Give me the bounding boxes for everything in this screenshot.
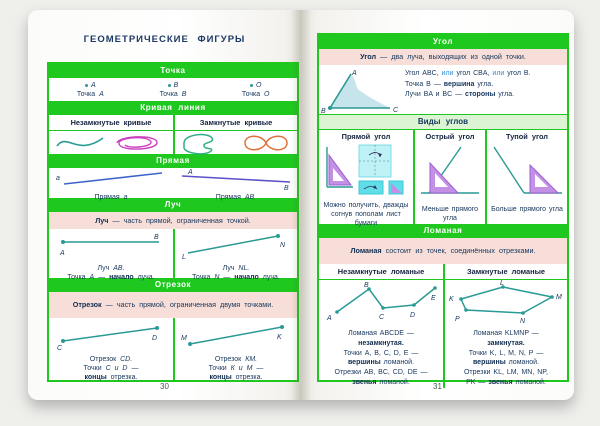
- point-b: B Точка B: [159, 82, 187, 98]
- section-banner-segment: Отрезок: [49, 278, 297, 292]
- point-dot: [168, 84, 171, 87]
- line-ab-figure: [176, 168, 294, 192]
- closed-curves-figure: [176, 131, 296, 153]
- segment-km-cell: M K Отрезок КМ. Точки К и М — концы отрезка.: [173, 318, 297, 380]
- section-banner-curve: Кривая линия: [49, 101, 297, 115]
- label-M: M: [556, 294, 562, 301]
- section-banner-polyline: Ломаная: [319, 224, 567, 238]
- section-banner-angle: Угол: [319, 35, 567, 49]
- label-L: L: [500, 280, 504, 287]
- obtuse-angle-text: Больше прямого угла: [491, 206, 563, 213]
- or-word: или: [492, 70, 505, 77]
- segments-row: [49, 318, 297, 380]
- label-A: A: [60, 250, 65, 257]
- closed-polyline-header: Замкнутые ломаные: [445, 264, 567, 280]
- label-B: B: [321, 108, 326, 115]
- line-ab-cell: A B Прямая AB: [173, 168, 297, 198]
- label-N: N: [520, 318, 526, 325]
- label-B: B: [284, 185, 289, 192]
- closed-curves-header: Замкнутые кривые: [175, 115, 297, 131]
- points-row: [49, 78, 297, 101]
- left-content-box: [47, 62, 299, 382]
- open-polyline-figure: [321, 280, 441, 324]
- label-K: K: [449, 296, 454, 303]
- polyline-definition: Ломаная состоит из точек, соединённых отрезками.: [319, 238, 567, 264]
- closed-polyline-figure: [446, 280, 566, 324]
- ray-ab-cell: A B Луч AB. Точка A — начало луча.: [49, 229, 173, 278]
- obtuse-angle-figure: [488, 143, 566, 199]
- point-letter: B: [173, 82, 179, 89]
- label-K: K: [277, 334, 282, 341]
- obtuse-angle-cell: [485, 130, 567, 224]
- left-page: [28, 10, 301, 400]
- section-banner-ray: Луч: [49, 198, 297, 212]
- ray-definition: Луч — часть прямой, ограниченная точкой.: [49, 212, 297, 229]
- ray-ab-figure: [53, 231, 169, 259]
- label-A: A: [327, 315, 332, 322]
- acute-angle-header: Острый угол: [425, 132, 475, 141]
- closed-polyline-cell: Замкнутые ломаные K L M N P Ломаная KLMNP — замкнутая. Точки K, L, M, N, P — вершины ломаной. Отрезки KL, LM, MN, NP, PK — звенья ломаной.: [443, 264, 567, 388]
- obtuse-angle-header: Тупой угол: [505, 132, 549, 141]
- open-polyline-header: Незамкнутые ломаные: [319, 264, 443, 280]
- ray-nl-cell: L N Луч NL. Точка N — начало луча.: [173, 229, 297, 278]
- label-P: P: [455, 316, 460, 323]
- open-curves-figure: [51, 131, 171, 153]
- angle-text-cell: Угол ABC, или угол CBA, или угол B. Точка B — вершина угла. Лучи BA и BC — стороны угла.: [405, 70, 531, 98]
- label-B: B: [154, 234, 159, 241]
- left-page-number: 30: [160, 382, 169, 391]
- line-a-figure: [52, 168, 170, 188]
- or-word: или: [441, 70, 454, 77]
- lines-row: [49, 168, 297, 201]
- label-C: C: [57, 345, 63, 352]
- right-page: [301, 10, 574, 400]
- point-a: A Точка A: [76, 82, 104, 98]
- point-letter: O: [255, 82, 262, 89]
- acute-angle-text: Меньше прямого угла: [421, 206, 479, 223]
- right-page-number: 31: [433, 382, 442, 391]
- right-angle-figure: [321, 143, 411, 195]
- angle-figure-cell: [319, 65, 403, 114]
- page-title: ГЕОМЕТРИЧЕСКИЕ ФИГУРЫ: [83, 34, 246, 45]
- right-angle-header: Прямой угол: [341, 132, 391, 141]
- label-D: D: [152, 335, 158, 342]
- label-D: D: [410, 312, 416, 319]
- point-letter: A: [91, 82, 96, 89]
- label-A: A: [188, 169, 193, 176]
- segment-definition: Отрезок — часть прямой, ограниченная двумя точками.: [49, 292, 297, 318]
- open-polyline-cell: Незамкнутые ломаные A B C D E Ломаная ABCDE — незамкнутая. Точки A, B, C, D, E — вершины ломаной. Отрезки AB, BC, CD, DE — звенья ломаной.: [319, 264, 443, 388]
- curves-row: [49, 115, 297, 154]
- right-angle-text: Можно получить, дважды согнув пополам лист бумаги: [323, 202, 409, 228]
- point-dot: [250, 84, 253, 87]
- label-L: L: [182, 254, 186, 261]
- open-curves-header: Незамкнутые кривые: [49, 115, 173, 131]
- point-o: O Точка O: [241, 82, 270, 98]
- section-banner-point: Точка: [49, 64, 297, 78]
- label-N: N: [280, 242, 286, 249]
- open-curves-cell: [49, 115, 173, 154]
- segment-cd-figure: [53, 320, 169, 350]
- angle-row: [319, 65, 567, 114]
- closed-curves-cell: [173, 115, 297, 154]
- right-angle-cell: [319, 130, 413, 228]
- label-C: C: [393, 107, 399, 114]
- label-a: a: [56, 175, 60, 182]
- polylines-row: [319, 264, 567, 388]
- angle-kinds-row: [319, 130, 567, 228]
- section-strip-angle-kinds: Виды углов: [319, 114, 567, 130]
- ray-nl-figure: [178, 231, 294, 259]
- section-banner-line: Прямая: [49, 154, 297, 168]
- segment-cd-cell: C D Отрезок CD. Точки C и D — концы отрезка.: [49, 318, 173, 380]
- acute-angle-cell: [413, 130, 485, 224]
- label-B: B: [364, 282, 369, 289]
- label-C: C: [379, 314, 385, 321]
- label-M: M: [181, 335, 187, 342]
- line-a-cell: a Прямая a: [49, 168, 173, 198]
- point-dot: [85, 84, 88, 87]
- angle-abc-figure: [320, 67, 402, 113]
- open-book: [28, 10, 574, 400]
- angle-definition: Угол — два луча, выходящих из одной точки.: [319, 49, 567, 65]
- acute-angle-figure: [417, 143, 483, 199]
- segment-km-figure: [178, 320, 294, 350]
- label-A: A: [352, 70, 357, 77]
- rays-row: [49, 229, 297, 282]
- label-E: E: [431, 295, 436, 302]
